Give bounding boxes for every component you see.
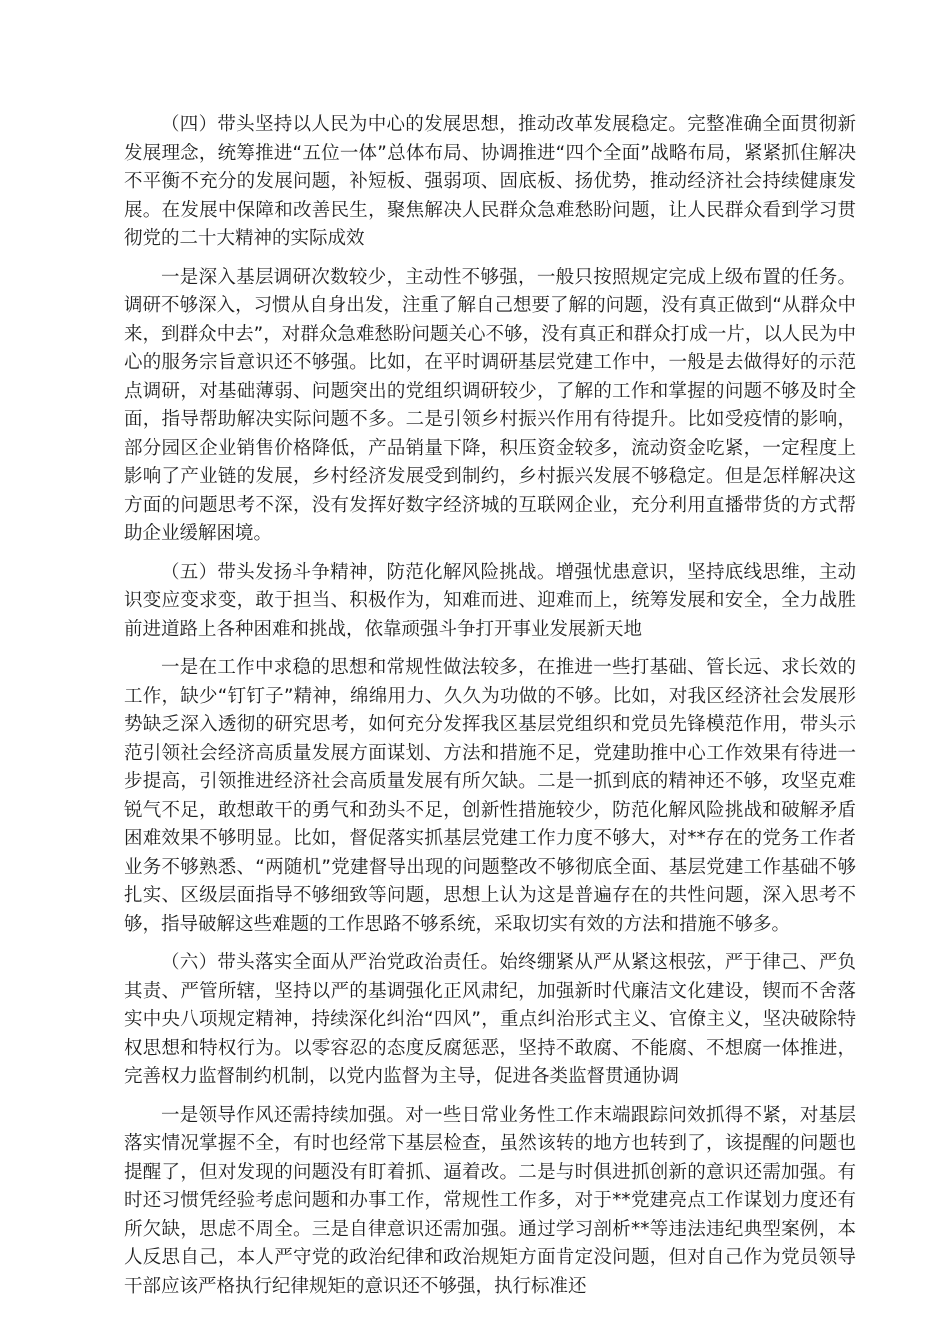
section-6-heading-paragraph: （六）带头落实全面从严治党政治责任。始终绷紧从严从紧这根弦，严于律己、严负其责、严管所辖，坚持以严的基调强化正风肃纪，加强新时代廉洁文化建设，锲而不舍落实中央八项规定精神，持续深化纠治“四风”，重点纠治形式主义、官僚主义，坚决破除特权思想和特权行为。以零容忍的态度反腐惩恶，坚持不敢腐、不能腐、不想腐一体推进，完善权力监督制约机制，以党内监督为主导，促进各类监督贯通协调 — [124, 952, 856, 1087]
section-5-heading-paragraph: （五）带头发扬斗争精神，防范化解风险挑战。增强忧患意识，坚持底线思维，主动识变应变求变，敢于担当、积极作为，知难而进、迎难而上，统筹发展和安全，全力战胜前进道路上各种困难和挑战，依靠顽强斗争打开事业发展新天地 — [124, 561, 856, 640]
section-4-heading-paragraph: （四）带头坚持以人民为中心的发展思想，推动改革发展稳定。完整准确全面贯彻新发展理念，统筹推进“五位一体”总体布局、协调推进“四个全面”战略布局，紧紧抓住解决不平衡不充分的发展问题，补短板、强弱项、固底板、扬优势，推动经济社会持续健康发展。在发展中保障和改善民生，聚焦解决人民群众急难愁盼问题，让人民群众看到学习贯彻党的二十大精神的实际成效 — [124, 114, 856, 249]
section-5-problems-paragraph: 一是在工作中求稳的思想和常规性做法较多，在推进一些打基础、管长远、求长效的工作，缺少“钉钉子”精神，绵绵用力、久久为功做的不够。比如，对我区经济社会发展形势缺乏深入透彻的研究思考，如何充分发挥我区基层党组织和党员先锋模范作用，带头示范引领社会经济高质量发展方面谋划、方法和措施不足，党建助推中心工作效果有待进一步提高，引领推进经济社会高质量发展有所欠缺。二是一抓到底的精神还不够，攻坚克难锐气不足，敢想敢干的勇气和劲头不足，创新性措施较少，防范化解风险挑战和破解矛盾困难效果不够明显。比如，督促落实抓基层党建工作力度不够大，对**存在的党务工作者业务不够熟悉、“两随机”党建督导出现的问题整改不够彻底全面、基层党建工作基础不够扎实、区级层面指导不够细致等问题，思想上认为这是普遍存在的共性问题，深入思考不够，指导破解这些难题的工作思路不够系统，采取切实有效的方法和措施不够多。 — [124, 657, 856, 935]
section-4-problems-paragraph: 一是深入基层调研次数较少，主动性不够强，一般只按照规定完成上级布置的任务。调研不够深入，习惯从自身出发，注重了解自己想要了解的问题，没有真正做到“从群众中来，到群众中去”，对群众急难愁盼问题关心不够，没有真正和群众打成一片，以人民为中心的服务宗旨意识还不够强。比如，在平时调研基层党建工作中，一般是去做得好的示范点调研，对基础薄弱、问题突出的党组织调研较少，了解的工作和掌握的问题不够及时全面，指导帮助解决实际问题不多。二是引领乡村振兴作用有待提升。比如受疫情的影响，部分园区企业销售价格降低，产品销量下降，积压资金较多，流动资金吃紧，一定程度上影响了产业链的发展，乡村经济发展受到制约，乡村振兴发展不够稳定。但是怎样解决这方面的问题思考不深，没有发挥好数字经济城的互联网企业，充分利用直播带货的方式帮助企业缓解困境。 — [124, 266, 856, 544]
document-page — [124, 111, 856, 1311]
section-6-problems-paragraph: 一是领导作风还需持续加强。对一些日常业务性工作末端跟踪问效抓得不紧，对基层落实情况掌握不全，有时也经常下基层检查，虽然该转的地方也转到了，该提醒的问题也提醒了，但对发现的问题没有盯着抓、逼着改。二是与时俱进抓创新的意识还需加强。有时还习惯凭经验考虑问题和办事工作，常规性工作多，对于**党建亮点工作谋划力度还有所欠缺，思虑不周全。三是自律意识还需加强。通过学习剖析**等违法违纪典型案例，本人反思自己，本人严守党的政治纪律和政治规矩方面肯定没问题，但对自己作为党员领导干部应该严格执行纪律规矩的意识还不够强，执行标准还 — [124, 1104, 856, 1297]
